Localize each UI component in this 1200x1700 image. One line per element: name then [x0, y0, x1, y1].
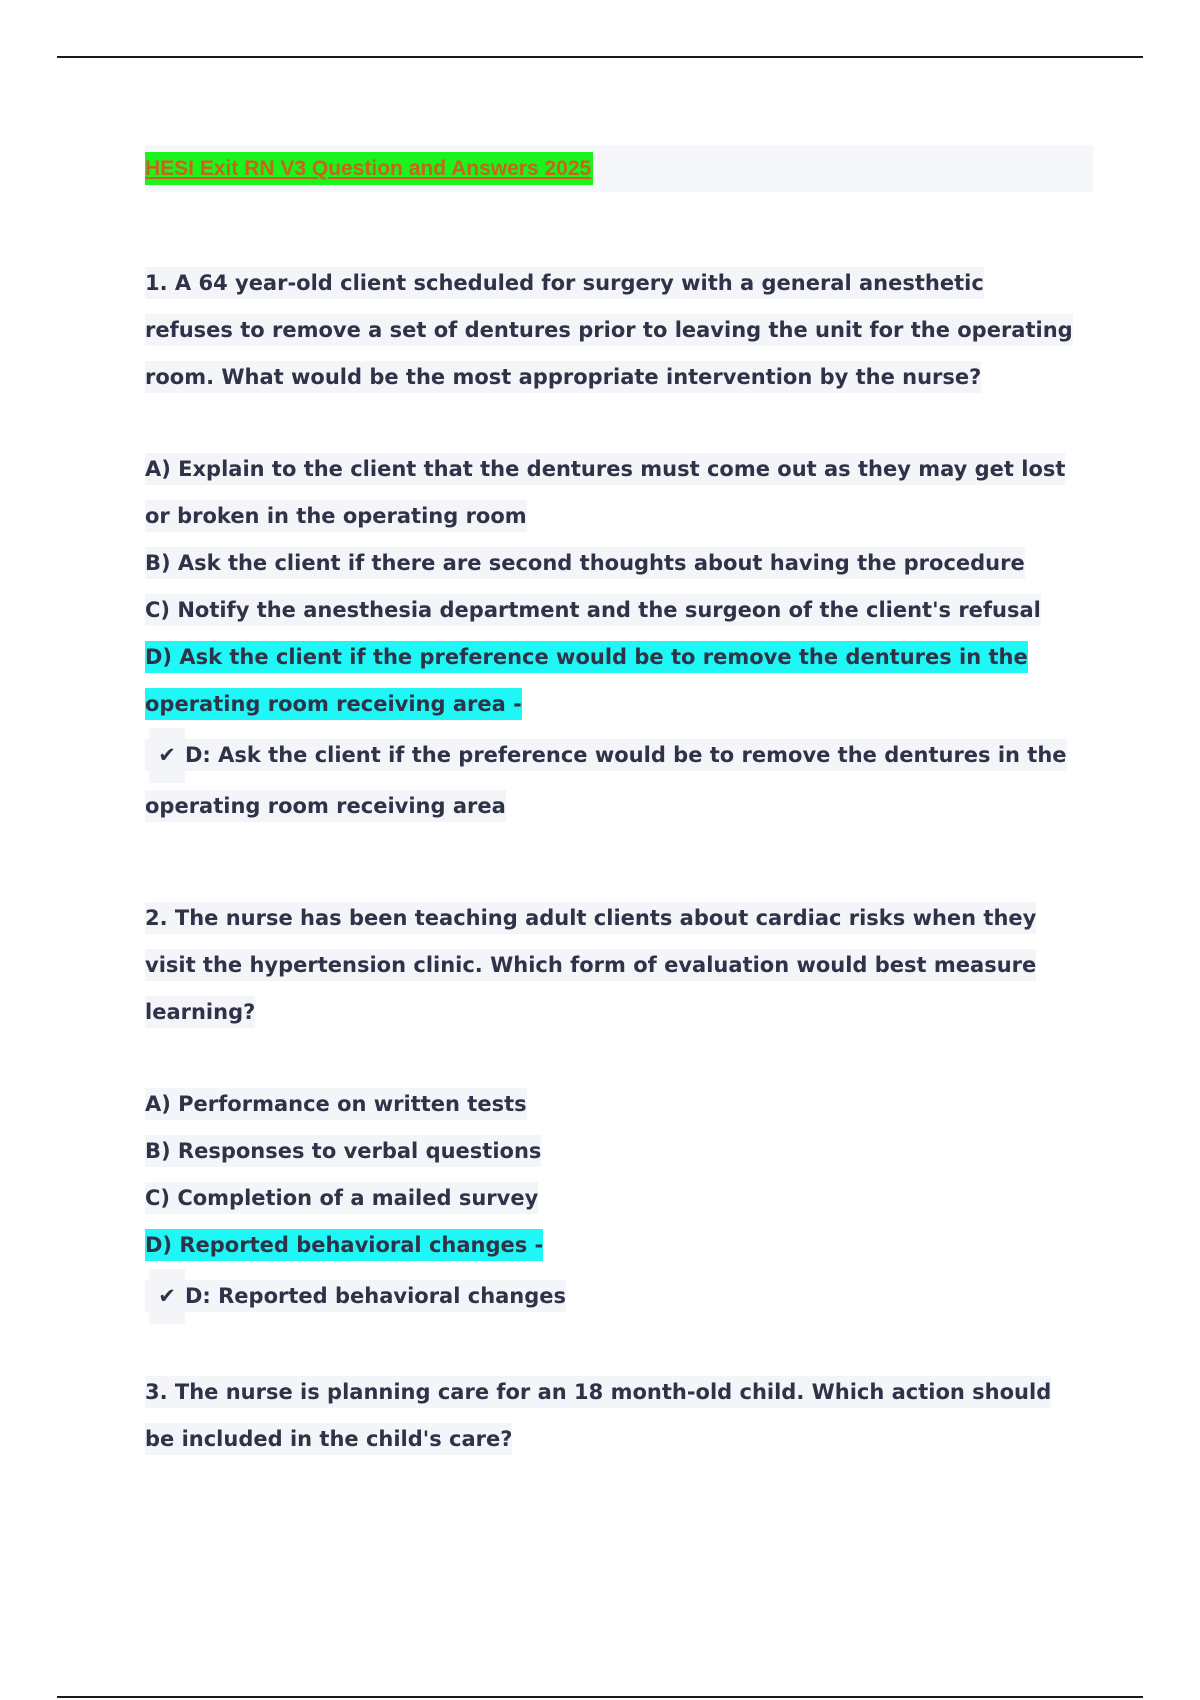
option-d-correct-continued: operating room receiving area - — [145, 681, 1095, 728]
check-icon: ✔ — [149, 1269, 185, 1324]
document-title[interactable]: HESI Exit RN V3 Question and Answers 2025 — [145, 152, 593, 185]
question-text-line: 3. The nurse is planning care for an 18 month-old child. Which action should — [145, 1369, 1095, 1416]
bottom-rule — [57, 1696, 1143, 1698]
question-3 — [145, 1369, 1095, 1463]
answer-line: ✔ D: Reported behavioral changes — [145, 1269, 1095, 1324]
option-c: C) Notify the anesthesia department and the surgeon of the client's refusal — [145, 587, 1095, 634]
check-icon: ✔ — [149, 728, 185, 783]
question-text-line: be included in the child's care? — [145, 1416, 1095, 1463]
answer-line: ✔ D: Ask the client if the preference would be to remove the dentures in the — [145, 728, 1095, 783]
top-rule — [57, 56, 1143, 58]
question-2-options — [145, 1081, 1095, 1324]
option-a: A) Explain to the client that the dentures must come out as they may get lost — [145, 446, 1095, 493]
document-body — [145, 145, 1095, 1463]
question-text-line: visit the hypertension clinic. Which form of evaluation would best measure — [145, 942, 1095, 989]
question-text-line: 2. The nurse has been teaching adult clients about cardiac risks when they — [145, 895, 1095, 942]
answer-line-continued: operating room receiving area — [145, 783, 1095, 830]
option-b: B) Responses to verbal questions — [145, 1128, 1095, 1175]
question-text-line: refuses to remove a set of dentures prior to leaving the unit for the operating — [145, 307, 1095, 354]
option-b: B) Ask the client if there are second thoughts about having the procedure — [145, 540, 1095, 587]
option-c: C) Completion of a mailed survey — [145, 1175, 1095, 1222]
question-text-line: 1. A 64 year-old client scheduled for surgery with a general anesthetic — [145, 260, 1095, 307]
question-1 — [145, 260, 1095, 401]
option-d-correct: D) Ask the client if the preference would be to remove the dentures in the — [145, 634, 1095, 681]
title-bar — [145, 145, 1093, 192]
option-d-correct: D) Reported behavioral changes - — [145, 1222, 1095, 1269]
question-2 — [145, 895, 1095, 1036]
question-text-line: learning? — [145, 989, 1095, 1036]
question-text-line: room. What would be the most appropriate intervention by the nurse? — [145, 354, 1095, 401]
option-a: A) Performance on written tests — [145, 1081, 1095, 1128]
question-1-options — [145, 446, 1095, 830]
option-a-continued: or broken in the operating room — [145, 493, 1095, 540]
